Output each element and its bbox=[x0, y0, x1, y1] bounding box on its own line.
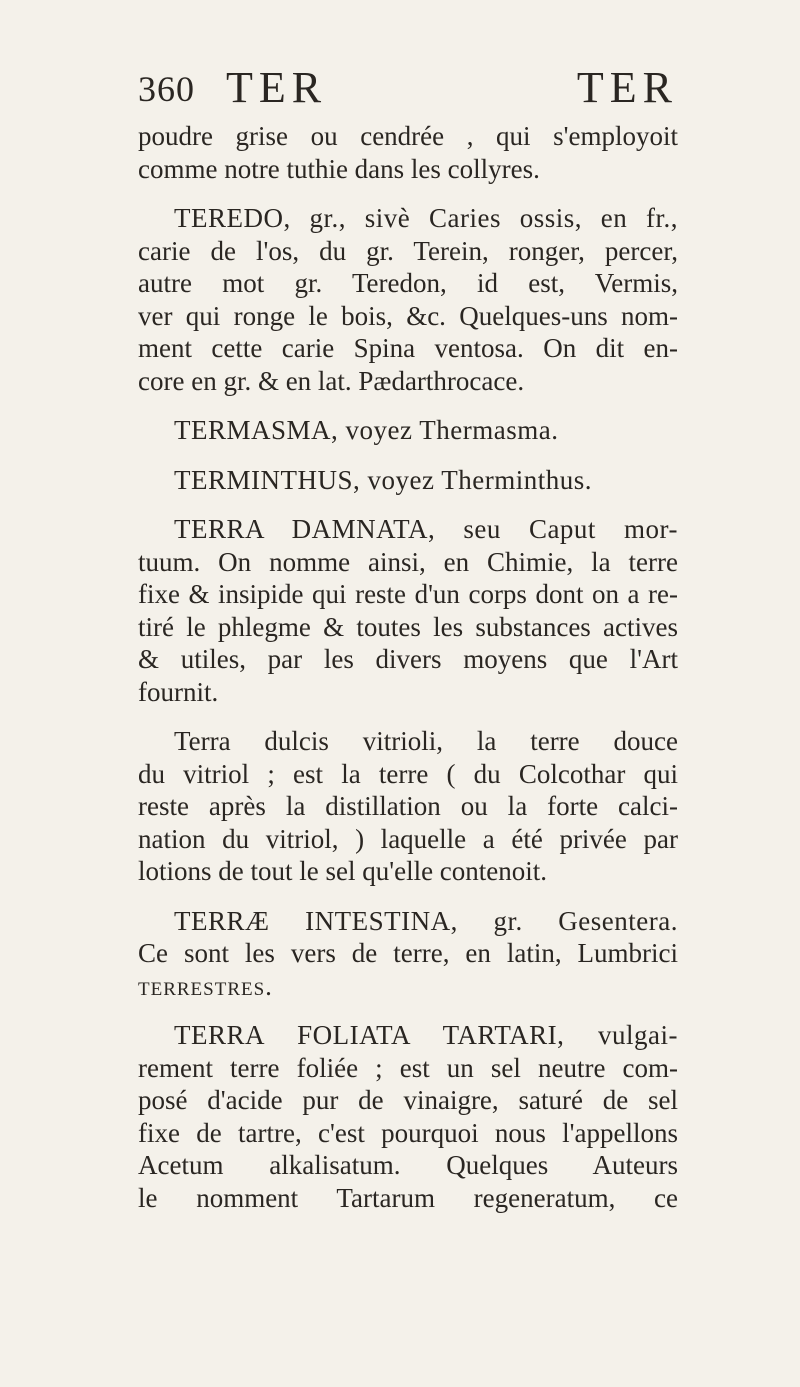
text-line: tuum. On nomme ainsi, en Chimie, la terre bbox=[138, 546, 678, 577]
text-line: du vitriol ; est la terre ( du Colcothar qui bbox=[138, 758, 678, 789]
text-line: core en gr. & en lat. Pædarthrocace. bbox=[138, 365, 525, 396]
text-line: nation du vitriol, ) laquelle a été privée par bbox=[138, 823, 678, 854]
page-header bbox=[138, 62, 678, 110]
text-line: Acetum alkalisatum. Quelques Auteurs bbox=[138, 1150, 678, 1180]
text-line: autre mot gr. Teredon, id est, Vermis, bbox=[138, 268, 678, 298]
text-line: reste après la distillation ou la forte calci- bbox=[138, 791, 678, 821]
text-line: fixe & insipide qui reste d'un corps dont on a re- bbox=[138, 579, 678, 609]
text-line: posé d'acide pur de vinaigre, saturé de sel bbox=[138, 1085, 678, 1115]
text-line: fournit. bbox=[138, 676, 219, 707]
text-line: TERRA DAMNATA, seu Caput mor- bbox=[174, 514, 678, 544]
entry-terra-foliata bbox=[138, 1019, 678, 1214]
page-body bbox=[138, 120, 678, 1214]
running-head-right: TER bbox=[576, 63, 678, 112]
text-line: rement terre foliée ; est un sel neutre com- bbox=[138, 1052, 678, 1083]
page-number: 360 bbox=[138, 69, 195, 109]
text-line: le nomment Tartarum regeneratum, ce bbox=[138, 1182, 678, 1213]
text-line: TERMASMA, voyez Thermasma. bbox=[174, 415, 559, 445]
text-line: TERMINTHUS, voyez Therminthus. bbox=[174, 464, 592, 495]
entry-terra-damnata bbox=[138, 513, 678, 708]
text-line: lotions de tout le sel qu'elle contenoit. bbox=[138, 856, 548, 886]
text-line: tiré le phlegme & toutes les substances actives bbox=[138, 611, 678, 642]
text-line: carie de l'os, du gr. Terein, ronger, percer, bbox=[138, 235, 678, 266]
entry-teredo bbox=[138, 202, 678, 397]
text-line: Ce sont les vers de terre, en latin, Lumbrici bbox=[138, 938, 678, 968]
entry-terra-dulcis bbox=[138, 725, 678, 888]
entry-termasma bbox=[138, 414, 678, 447]
paragraph-poudre bbox=[138, 120, 678, 185]
text-line: Terra dulcis vitrioli, la terre douce bbox=[174, 726, 678, 756]
text-line: ment cette carie Spina ventosa. On dit en- bbox=[138, 333, 678, 363]
text-line: fixe de tartre, c'est pourquoi nous l'appellons bbox=[138, 1117, 678, 1148]
text-line: comme notre tuthie dans les collyres. bbox=[138, 153, 540, 184]
text-line: TEREDO, gr., sivè Caries ossis, en fr., bbox=[174, 203, 678, 233]
text-line: TERRÆ INTESTINA, gr. Gesentera. bbox=[174, 905, 678, 936]
text-line: terrestres. bbox=[138, 970, 273, 1001]
running-head-left: TER bbox=[226, 63, 328, 112]
entry-terminthus bbox=[138, 464, 678, 497]
entry-terrae-intestina bbox=[138, 905, 678, 1003]
text-line: poudre grise ou cendrée , qui s'employoit bbox=[138, 121, 678, 151]
text-line: & utiles, par les divers moyens que l'Art bbox=[138, 644, 678, 674]
text-line: TERRA FOLIATA TARTARI, vulgai- bbox=[174, 1020, 678, 1050]
text-line: ver qui ronge le bois, &c. Quelques-uns nom- bbox=[138, 300, 678, 331]
